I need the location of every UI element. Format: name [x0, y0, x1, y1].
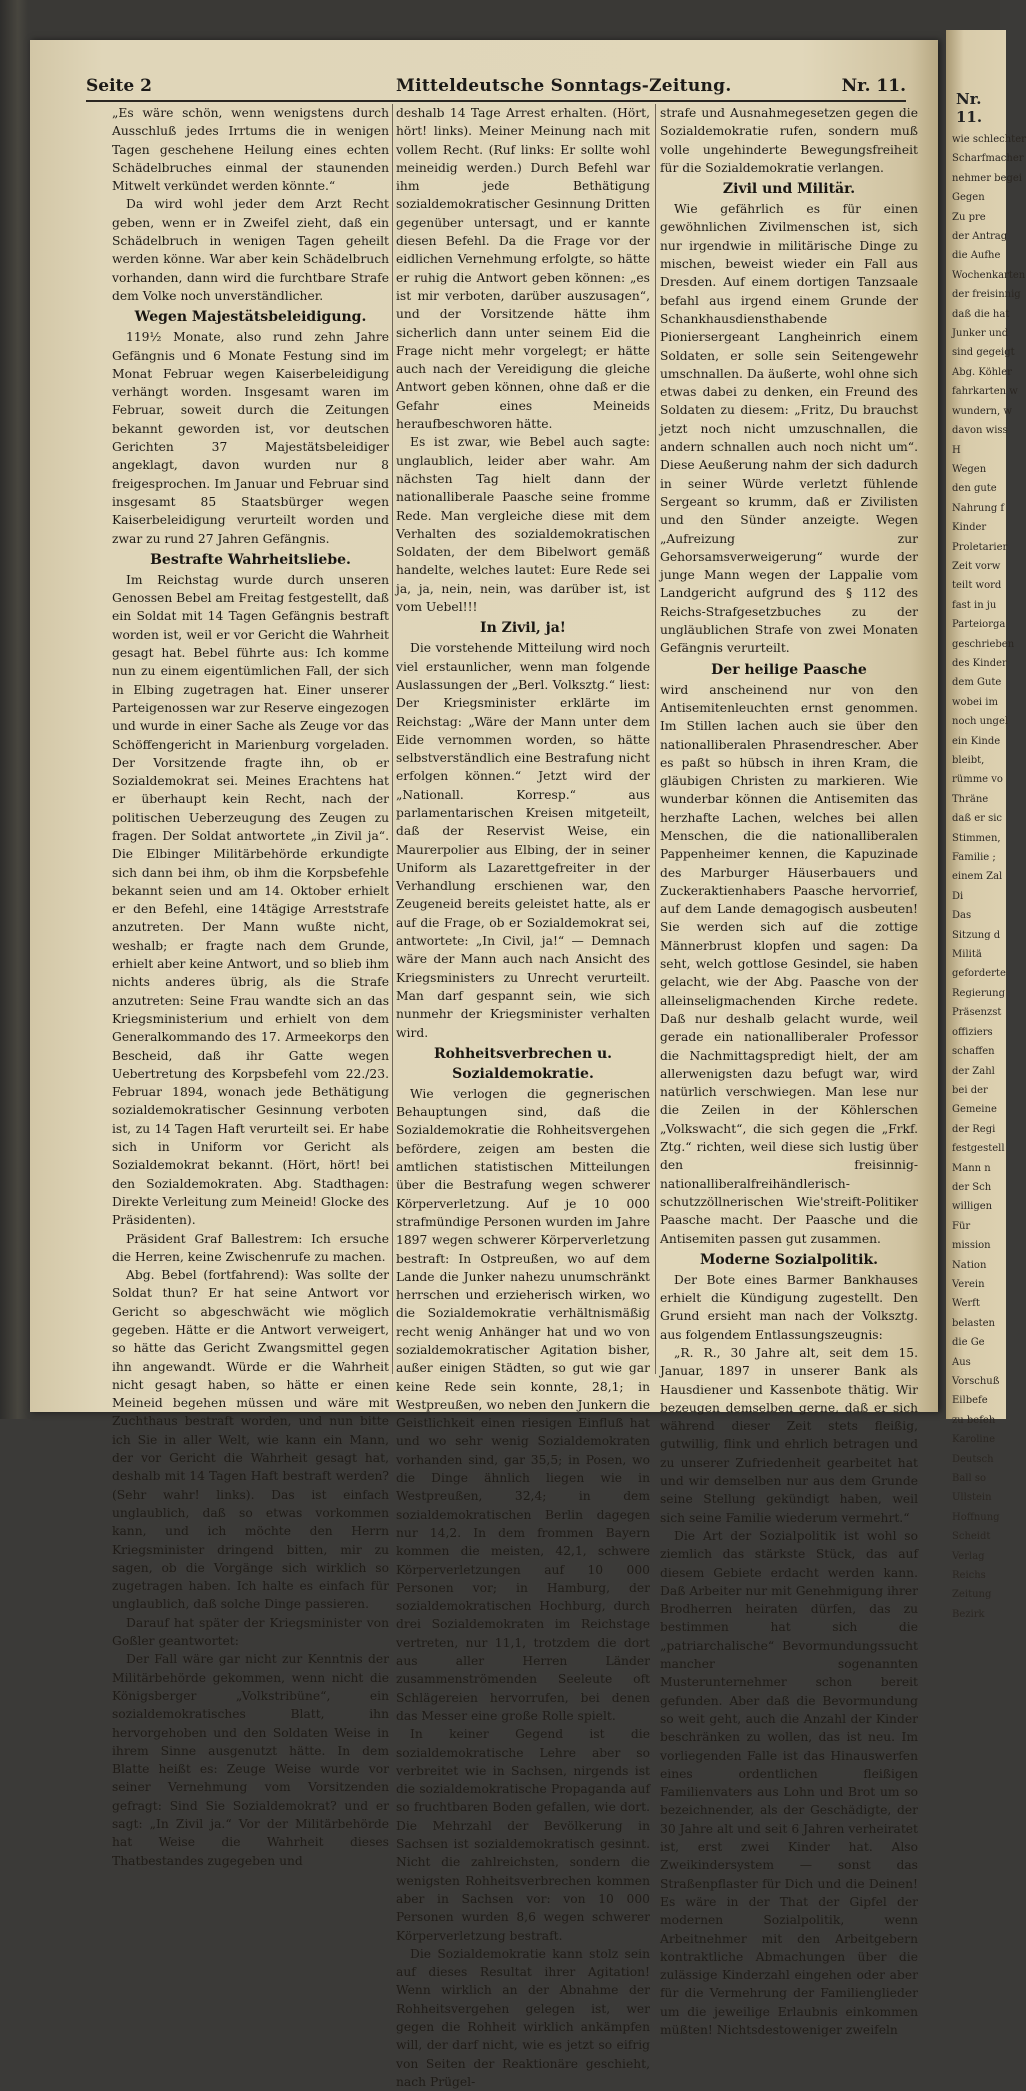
- adjacent-page-line: bei der: [952, 1084, 988, 1096]
- adjacent-page-header: Nr. 11.: [956, 90, 983, 126]
- article-paragraph: Da wird wohl jeder dem Arzt Recht geben, wenn er in Zweifel zieht, daß ein Schädelbruch in wenigen Tagen geheilt werden könne. War aber kein Schädelbruch vorhanden, dann wird die furchtbare Strafe dem Volke noch unverständlicher.: [112, 197, 389, 303]
- newspaper-title: Mitteldeutsche Sonntags-Zeitung.: [396, 76, 732, 96]
- adjacent-page-line: Kinder: [952, 522, 987, 534]
- article-paragraph: Wie gefährlich es für einen gewöhnlichen Zivilmenschen ist, sich nur irgendwie in militärische Dinge zu mischen, beweist wieder ein Fall aus Dresden. Auf einem dortigen Tanzsaale befahl aus irgend einem Grunde der Schankhausdiensthabende Pioniersergeant Langheinrich einem Soldaten, er solle sein Seitengewehr umschnallen. Da äußerte, wohl ohne sich etwas dabei zu denken, ein Freund des Soldaten zu diesem: „Fritz, Du brauchst jetzt noch nicht umzuschnallen, die andern schnallen auch noch nicht um“. Diese Aeußerung nahm der sich dadurch in seiner Würde verletzt fühlende Sergeant so krumm, daß er Zivilisten und den Sünder anzeigte. Wegen „Aufreizung zur Gehorsamsverweigerung“ wurde der junge Mann wegen der Lappalie vom Landgericht aufgrund des § 112 des Reichs-Strafgesetzbuches zu der ungläublichen Strafe von zwei Monaten Gefängnis verurteilt.: [660, 202, 918, 656]
- article-paragraph: Der Bote eines Barmer Bankhauses erhielt die Kündigung zugestellt. Den Grund ersieht man nach der Volksztg. aus folgendem Entlassungszeugnis:: [660, 1272, 918, 1342]
- adjacent-page-line: willigen: [952, 1201, 993, 1213]
- adjacent-page-line: offiziers: [952, 1026, 993, 1038]
- adjacent-page-line: Karoline: [952, 1434, 995, 1446]
- article-paragraph: In keiner Gegend ist die sozialdemokratische Lehre aber so verbreitet wie in Sachsen, nirgends ist die sozialdemokratische Propaganda auf so fruchtbaren Boden gefallen, wie dort. Die Mehrzahl der Bevölkerung in Sachsen ist sozialdemokratisch gesinnt. Nicht die zahlreichsten, sondern die wenigsten Rohheitsverbrechen kommen aber in Sachsen vor: von 10 000 Personen wurden 8,6 wegen schwerer Körperverletzung bestraft.: [396, 1727, 650, 1943]
- adjacent-page-line: fast in ju: [952, 599, 997, 611]
- adjacent-page-line: Ullstein: [952, 1492, 992, 1504]
- adjacent-page-line: Nahrung f: [952, 502, 1005, 514]
- adjacent-page-line: noch ungel: [952, 716, 1009, 728]
- column-divider: [392, 104, 393, 1374]
- adjacent-page-line: die Ge: [952, 1337, 985, 1349]
- adjacent-page-line: der Regi: [952, 1123, 996, 1135]
- adjacent-page-line: fahrkarten w: [952, 386, 1018, 398]
- adjacent-page-line: mission: [952, 1240, 991, 1252]
- adjacent-page-line: geschrieben: [952, 638, 1015, 650]
- article-heading: Wegen Majestätsbeleidigung.: [134, 309, 367, 326]
- adjacent-page-line: Militä: [952, 949, 982, 961]
- header-rule: [86, 100, 906, 102]
- column-divider: [655, 104, 656, 1374]
- adjacent-page-line: teilt word: [952, 580, 1002, 592]
- adjacent-page-line: die Aufhe: [952, 250, 1001, 262]
- adjacent-page-line: zu befeh: [952, 1414, 996, 1426]
- adjacent-page-line: Wochenkarten: [952, 269, 1026, 281]
- adjacent-page-line: Das: [952, 910, 972, 922]
- adjacent-page-line: Hoffnung: [952, 1511, 1000, 1523]
- adjacent-page-line: bleibt,: [952, 755, 985, 766]
- article-paragraph: „R. R., 30 Jahre alt, seit dem 15. Januar, 1897 in unserer Bank als Hausdiener und Kassenbote thätig. Wir bezeugen demselben gerne, daß er sich während dieser Zeit stets fleißig, gutwillig, flink und ehrlich betragen und zu unserer Zufriedenheit gearbeitet hat und wir demselben nur aus dem Grunde seine Stellung gekündigt haben, weil sich seine Familie wiederum vermehrt.“: [660, 1346, 918, 1525]
- article-paragraph: „Es wäre schön, wenn wenigstens durch Ausschluß jedes Irrtums die in wenigen Tagen geschehene Heilung eines echten Schädelbruches einmal der staunenden Mitwelt verkündet werden könnte.“: [112, 106, 389, 194]
- adjacent-page-line: der Antrag: [952, 231, 1008, 243]
- article-paragraph: Im Reichstag wurde durch unseren Genossen Bebel am Freitag festgestellt, daß ein Soldat mit 14 Tagen Gefängnis bestraft worden ist, weil er vor Gericht die Wahrheit gesagt hat. Bebel führte aus: Ich komme nun zu einem eigentümlichen Fall, der sich in Elbing zugetragen hat. Einer unserer Parteigenossen war zur Reserve eingezogen und wurde in einer Sache als Zeuge vor das Schöffengericht in Marienburg vorgeladen. Der Vorsitzende fragte ihn, ob er Sozialdemokrat sei. Meines Erachtens hat er überhaupt kein Recht, nach der politischen Ueberzeugung des Zeugen zu fragen. Der Soldat antwortete „in Zivil ja“. Die Elbinger Militärbehörde erkundigte sich dann bei ihm, ob ihm die Korpsbefehle bekannt seien und am 14. Oktober erhielt er den Befehl, eine 14tägige Arreststrafe anzutreten. Der Mann wußte nicht, weshalb; er fragte nach dem Grunde, erhielt aber keine Antwort, und so blieb ihm nichts anderes übrig, als die Strafe anzutreten: Seine Frau wandte sich an das Kriegsministerium und erhielt von dem Generalkommando des 17. Armeekorps den Bescheid, daß ihr Gatte wegen Uebertretung des Korpsbefehl vom 22./23. Februar 1894, wonach jede Bethätigung sozialdemokratischer Gesinnung verboten ist, zu 14 Tagen Haft verurteilt sei. Er habe sich in Uniform vor Gericht als Sozialdemokrat bekannt. (Hört, hört! bei den Sozialdemokraten. Abg. Stadthagen: Direkte Verleitung zum Meineid! Glocke des Präsidenten).: [112, 572, 389, 1228]
- adjacent-page-line: Verein: [952, 1278, 985, 1290]
- article-paragraph: deshalb 14 Tage Arrest erhalten. (Hört, hört! links). Meiner Meinung nach mit vollem Recht. (Ruf links: Er sollte wohl meineidig werden.) Durch Befehl war ihm jede Bethätigung sozialdemokratischer Gesinnung Dritten gegenüber untersagt, und er kannte diesen Befehl. Da die Frage vor der eidlichen Vernehmung erfolgte, so hätte er ruhig die Antwort geben können: „es ist mir verboten, darüber auszusagen“, und der Vorsitzende hätte ihm sicherlich dann unter seinem Eid die Frage nicht mehr vorgelegt; er hätte auch nach der Vereidigung die gleiche Antwort geben können, ohne daß er die Gefahr eines Meineids heraufbeschworen hätte.: [396, 106, 650, 432]
- article-paragraph: wird anscheinend nur von den Antisemitenleuchten ernst genommen. Im Stillen lachen auch sie über den nationalliberalen Phrasendrescher. Aber es paßt so hübsch in ihren Kram, die gläubigen Christen zu markieren. Wie wunderbar können die Antisemiten das herzhafte Lachen, welches bei allen Menschen, die die nationalliberalen Pappenheimer kennen, die Kapuzinade des Marburger Häuserbauers und Zuckeraktienhabers Paasche hervorrief, auf dem Lande demagogisch ausbeuten! Sie werden sich auf die zottige Männerbrust klopfen und sagen: Da seht, welch gottlose Gesindel, sie haben gelacht, wie der Abg. Paasche von der alleinseligmachenden Kirche redete. Daß nur deshalb gelacht wurde, weil gerade ein nationalliberaler Professor die Nachmittagspredigt hielt, der am allerwenigsten dazu befugt war, wird natürlich verschwiegen. Man lese nur die Zeilen in der Köhlerschen „Volkswacht“, die sich gegen die „Frkf. Ztg.“ richten, weil diese sich lustig über den freisinnig-nationalliberalfreihändlerisch-schutzzöllnerischen Wie'streift-Politiker Paasche macht. Der Paasche und die Antisemiten passen gut zusammen.: [660, 682, 918, 1246]
- page-header: [86, 74, 906, 100]
- adjacent-page-line: Gemeine: [952, 1104, 997, 1116]
- article-heading: Bestrafte Wahrheitsliebe.: [150, 551, 351, 568]
- adjacent-page-line: Di: [952, 890, 964, 902]
- adjacent-page-line: Mann n: [952, 1162, 991, 1174]
- adjacent-page-text: [952, 130, 1026, 1624]
- column-1: [112, 104, 389, 1868]
- article-paragraph: strafe und Ausnahmegesetzen gegen die Sozialdemokratie rufen, sondern muß volle ungehinderte Bewegungsfreiheit für die Sozialdemokratie verlangen.: [660, 106, 918, 175]
- article-paragraph: Die Art der Sozialpolitik ist wohl so ziemlich das stärkste Stück, das auf diesem Gebiete erdacht werden kann. Daß Arbeiter nur mit Genehmigung ihrer Brodherren heiraten dürfen, das zu bestimmen hat sich die „patriarchalische“ Bevormundungssucht mancher sogenannten Musterunternehmer schon bereit gefunden. Aber daß die Bevormundung so weit geht, auch die Anzahl der Kinder beschränken zu wollen, das ist neu. Im vorliegenden Falle ist das Hinauswerfen eines ordentlichen fleißigen Familienvaters aus Lohn und Brot um so bezeichnender, als der Geschädigte, der 30 Jahre alt und seit 6 Jahren verheiratet ist, erst zwei Kinder hat. Also Zweikindersystem — sonst das Straßenpflaster für Dich und die Deinen! Es wäre in der That der Gipfel der modernen Sozialpolitik, wenn Arbeitnehmer mit den Arbeitgebern kontraktliche Abmachungen über die zulässige Kinderzahl eingehen oder aber für die Vermehrung der Familienglieder um die jeweilige Erlaubnis einkommen müßten! Nichtsdestoweniger zweifeln: [660, 1528, 918, 2037]
- adjacent-page-line: Aus: [952, 1356, 971, 1368]
- article-heading: Rohheitsverbrechen u. Sozialdemokratie.: [433, 1045, 613, 1082]
- adjacent-page-line: Präsenzst: [952, 1007, 1002, 1019]
- article-paragraph: Die vorstehende Mitteilung wird noch viel erstaunlicher, wenn man folgende Auslassungen der „Berl. Volksztg.“ liest: Der Kriegsminister erklärte im Reichstag: „Wäre der Mann unter dem Eide vernommen worden, so hätte selbstverständlich eine Bestrafung nicht erfolgen können.“ Jetzt wird der „Nationall. Korresp.“ aus parlamentarischen Kreisen mitgeteilt, daß der Reservist Weise, ein Maurerpolier aus Elbing, der in seiner Uniform als Lazarettgefreiter in der Verhandlung erschienen war, den Zeugeneid bereits geleistet hatte, als er auf die Frage, ob er Sozialdemokrat sei, antwortete: „In Civil, ja!“ — Demnach wäre der Mann auch nach Ansicht des Kriegsministers zu Unrecht verurteilt. Man darf gespannt sein, wie sich nunmehr der Kriegsminister verhalten wird.: [396, 641, 650, 1040]
- adjacent-page-line: Stimmen,: [952, 832, 1001, 844]
- article-heading: Moderne Sozialpolitik.: [699, 1251, 879, 1268]
- adjacent-page-line: Eilbefe: [952, 1395, 988, 1407]
- adjacent-page-line: Nation: [952, 1259, 987, 1271]
- article-heading: Zivil und Militär.: [722, 181, 856, 198]
- adjacent-page-line: Scharfmacher: [952, 153, 1024, 165]
- adjacent-page-line: nehmer begei: [952, 172, 1022, 184]
- adjacent-page-line: einem Zal: [952, 871, 1003, 883]
- adjacent-page-line: Zeit vorw: [952, 560, 1001, 572]
- article-paragraph: Die Sozialdemokratie kann stolz sein auf dieses Resultat ihrer Agitation! Wenn wirklich an der Abnahme der Rohheitsvergehen gelegen ist, wer gegen die Rohheit wirklich ankämpfen will, der darf nicht, wie es jetzt so eifrig von Seiten der Reaktionäre geschieht, nach Prügel-: [396, 1946, 650, 2089]
- adjacent-page-line: dem Gute: [952, 677, 1002, 689]
- adjacent-page-line: Deutsch: [952, 1453, 994, 1465]
- adjacent-page-line: Parteiorga: [952, 619, 1006, 631]
- adjacent-page-edge: [946, 30, 1026, 1620]
- adjacent-page-line: den gute: [952, 483, 997, 495]
- adjacent-page-line: schaffen: [952, 1046, 995, 1058]
- adjacent-page-line: Familie ;: [952, 852, 996, 864]
- adjacent-page-line: belasten: [952, 1317, 995, 1329]
- adjacent-page-line: der Sch: [952, 1181, 992, 1193]
- adjacent-page-line: Wegen: [952, 463, 987, 475]
- adjacent-page-line: H: [952, 444, 961, 456]
- article-paragraph: Abg. Bebel (fortfahrend): Was sollte der Soldat thun? Er hat seine Antwort vor Gericht so abgeschwächt wie möglich gegeben. Hätte er die Antwort verweigert, so hätte das Gericht Zwangsmittel gegen ihn angewandt. Würde er die Wahrheit nicht gesagt haben, so hätte er einen Meineid begehen müssen und wäre mit Zuchthaus bestraft worden, und nun bitte ich Sie in aller Welt, wie kann ein Mann, der vor Gericht die Wahrheit gesagt hat, deshalb mit 14 Tagen Haft bestraft werden? (Sehr wahr! links). Das ist einfach unglaublich, daß so etwas vorkommen kann, und ich möchte den Herrn Kriegsminister dringend bitten, mir zu sagen, ob die Vorgänge sich wirklich so zugetragen haben. Ich halte es einfach für unglaublich, daß solche Dinge passieren.: [112, 1268, 389, 1612]
- adjacent-page-line: des Kinder: [952, 657, 1007, 669]
- article-paragraph: Darauf hat später der Kriegsminister von Goßler geantwortet:: [112, 1615, 389, 1649]
- adjacent-page-line: rümme vo: [952, 774, 1003, 786]
- adjacent-page-line: davon wiss: [952, 425, 1008, 437]
- adjacent-page-line: Sitzung d: [952, 929, 1001, 941]
- column-3: [660, 104, 918, 2037]
- column-2: [396, 104, 650, 2089]
- adjacent-page-line: Abg. Köhler: [952, 366, 1012, 378]
- adjacent-page-line: Vorschuß: [952, 1376, 1000, 1387]
- adjacent-page-line: Bezirk: [952, 1608, 985, 1620]
- article-paragraph: Der Fall wäre gar nicht zur Kenntnis der Militärbehörde gekommen, wenn nicht die Königsberger „Volkstribüne“, ein sozialdemokratisches Blatt, ihn hervorgehoben und den Soldaten Weise in ihrem Sinne ausgenutzt hätte. In dem Blatte heißt es: Zeuge Weise wurde vor seiner Vernehmung vom Vorsitzenden gefragt: Sind Sie Sozialdemokrat? und er sagt: „In Zivil ja.“ Vor der Militärbehörde hat Weise die Wahrheit dieses Thatbestandes zugegeben und: [112, 1652, 389, 1868]
- adjacent-page-line: Junker und: [952, 328, 1009, 340]
- adjacent-page-line: geforderte: [952, 968, 1006, 980]
- article-paragraph: 119½ Monate, also rund zehn Jahre Gefängnis und 6 Monate Festung sind im Monat Februar wegen Kaiserbeleidigung verhängt worden. Insgesamt waren im Februar, soweit durch die Zeitungen bekannt geworden ist, vor deutschen Gerichten 37 Majestätsbeleidiger angeklagt, davon wurden nur 8 freigesprochen. Im Januar und Februar sind insgesamt 85 Staatsbürger wegen Kaiserbeleidigung verurteilt worden und zwar zu rund 27 Jahren Gefängnis.: [112, 330, 389, 546]
- adjacent-page-line: Zu pre: [952, 211, 986, 223]
- adjacent-page-line: ein Kinde: [952, 735, 1001, 747]
- adjacent-page-line: Verlag: [952, 1550, 985, 1562]
- adjacent-page-line: daß er sic: [952, 813, 1003, 825]
- adjacent-page-line: Zeitung: [952, 1589, 992, 1601]
- adjacent-page-line: Ball so: [952, 1473, 987, 1485]
- adjacent-page-line: wie schlechter: [952, 134, 1026, 145]
- adjacent-page-line: der freisinnig: [952, 289, 1021, 301]
- adjacent-page-line: Scheidt: [952, 1531, 991, 1543]
- adjacent-page-line: Werft: [952, 1298, 980, 1310]
- adjacent-page-line: festgestell: [952, 1143, 1005, 1155]
- adjacent-page-line: Reichs: [952, 1570, 986, 1582]
- page-label: Seite 2: [86, 76, 152, 96]
- article-heading: In Zivil, ja!: [480, 620, 566, 637]
- article-paragraph: Wie verlogen die gegnerischen Behauptungen sind, daß die Sozialdemokratie die Rohheitsvergehen befördere, zeigen am besten die amtlichen statistischen Mitteilungen über die Bestrafung wegen schwerer Körperverletzung. Auf je 10 000 strafmündige Personen wurden im Jahre 1897 wegen schwerer Körperverletzung bestraft: In Ostpreußen, wo auf dem Lande die Junker nahezu unumschränkt herrschen und erzieherisch wirken, wo die Sozialdemokratie verhältnismäßig recht wenig Anhänger hat und wo von sozialdemokratischer Agitation bisher, außer einigen Städten, so gut wie gar keine Rede sein konnte, 28,1; in Westpreußen, wo neben den Junkern die Geistlichkeit einen riesigen Einfluß hat und wo sehr wenig Sozialdemokraten vorhanden sind, gar 35,5; in Posen, wo die Dinge ähnlich liegen wie in Westpreußen, 32,4; in dem sozialdemokratischen Berlin dagegen nur 14,2. In dem frommen Bayern kommen die meisten, 42,1, schwere Körperverletzungen auf 10 000 Personen vor; in Hamburg, der sozialdemokratischen Hochburg, durch drei Sozialdemokraten im Reichstage vertreten, nur 11,1, trotzdem die dort aus aller Herren Länder zusammenströmenden Seeleute oft Schlägereien hervorrufen, bei denen das Messer eine große Rolle spielt.: [396, 1086, 650, 1723]
- adjacent-page-line: daß die hat: [952, 308, 1010, 320]
- article-paragraph: Präsident Graf Ballestrem: Ich ersuche die Herren, keine Zwischenrufe zu machen.: [112, 1231, 389, 1264]
- adjacent-page-line: Für: [952, 1220, 971, 1232]
- adjacent-page-line: Regierung: [952, 987, 1006, 999]
- adjacent-page-line: Thräne: [952, 793, 989, 805]
- article-paragraph: Es ist zwar, wie Bebel auch sagte: unglaublich, leider aber wahr. Am nächsten Tag hielt dann der nationalliberale Paasche seine fromme Rede. Man vergleiche diese mit dem Verhalten des sozialdemokratischen Soldaten, der dem Bibelwort gemäß handelte, welches lautet: Eure Rede sei ja, ja, nein, nein, was darüber ist, ist vom Uebel!!!: [396, 435, 650, 615]
- adjacent-page-line: wundern, w: [952, 405, 1012, 417]
- issue-number: Nr. 11.: [841, 76, 906, 96]
- adjacent-page-line: Gegen: [952, 192, 985, 204]
- adjacent-page-line: Proletarier: [952, 541, 1008, 553]
- adjacent-page-line: wobei im: [952, 696, 998, 708]
- article-heading: Der heilige Paasche: [711, 661, 867, 678]
- adjacent-page-line: sind gegeigt: [952, 347, 1015, 359]
- adjacent-page-line: der Zahl: [952, 1065, 995, 1077]
